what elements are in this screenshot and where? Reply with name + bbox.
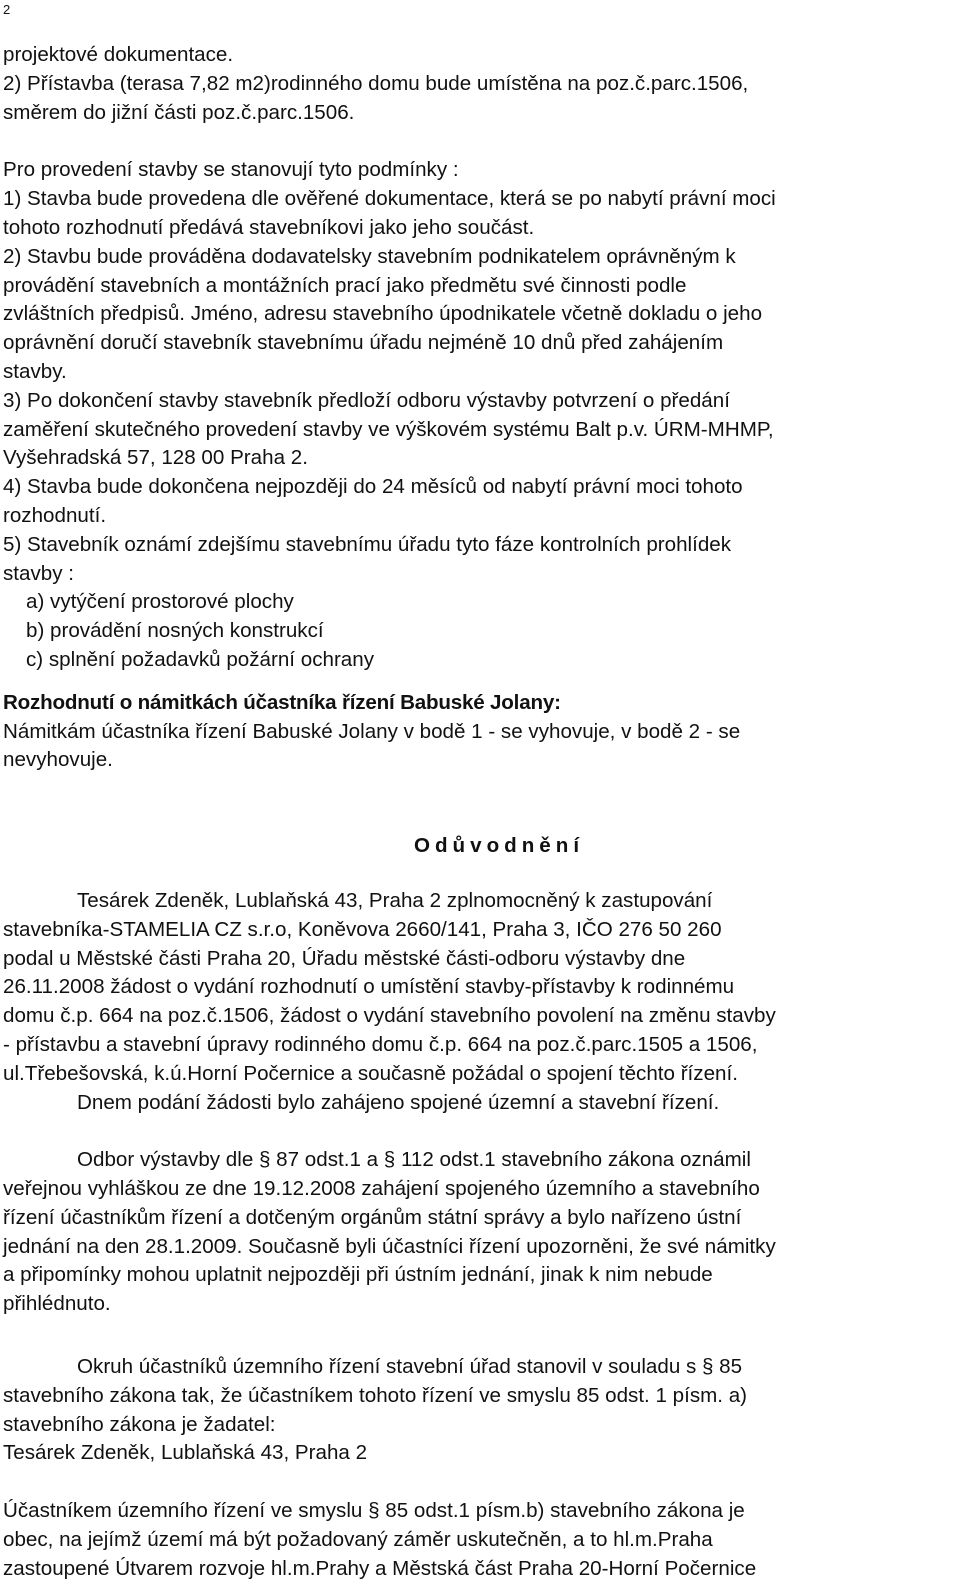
list-item: c) splnění požadavků požární ochrany xyxy=(26,647,375,671)
text-line: stavebníka-STAMELIA CZ s.r.o, Koněvova 2660/141, Praha 3, IČO 276 50 260 xyxy=(3,917,722,941)
text-line: směrem do jižní části poz.č.parc.1506. xyxy=(3,100,355,124)
text-line: Pro provedení stavby se stanovují tyto podmínky : xyxy=(3,158,459,182)
paragraph-5 xyxy=(3,1497,955,1583)
text-line: Vyšehradská 57, 128 00 Praha 2. xyxy=(3,446,308,470)
document-body xyxy=(3,41,955,1584)
text-line: 1) Stavba bude provedena dle ověřené dokumentace, která se po nabytí právní moci xyxy=(3,187,776,211)
text-line: oprávnění doručí stavebník stavebnímu úřadu nejméně 10 dnů před zahájením xyxy=(3,331,724,355)
paragraph-1 xyxy=(3,887,955,1089)
text-line: ul.Třebešovská, k.ú.Horní Počernice a současně požádal o spojení těchto řízení. xyxy=(3,1061,738,1085)
phases-list xyxy=(3,588,955,674)
text-line: Tesárek Zdeněk, Lublaňská 43, Praha 2 xyxy=(3,1441,368,1465)
text-line: jednání na den 28.1.2009. Současně byli účastníci řízení upozorněni, že své námitky xyxy=(3,1234,776,1258)
conditions-section xyxy=(3,156,955,588)
text-line: domu č.p. 664 na poz.č.1506, žádost o vydání stavebního povolení na změnu stavby xyxy=(3,1004,776,1028)
list-item: b) provádění nosných konstrukcí xyxy=(26,619,324,643)
text-line: stavebního zákona tak, že účastníkem tohoto řízení ve smyslu 85 odst. 1 písm. a) xyxy=(3,1383,748,1407)
text-line: 26.11.2008 žádost o vydání rozhodnutí o umístění stavby-přístavby k rodinnému xyxy=(3,975,735,999)
list-item: a) vytýčení prostorové plochy xyxy=(26,590,294,614)
text-line: rozhodnutí. xyxy=(3,503,107,527)
text-line: provádění stavebních a montážních prací jako předmětu své činnosti podle xyxy=(3,273,687,297)
text-line: zaměření skutečného provedení stavby ve výškovém systému Balt p.v. ÚRM-MHMP, xyxy=(3,417,774,441)
objection-section xyxy=(3,689,955,775)
text-line: Účastníkem územního řízení ve smyslu § 85 odst.1 písm.b) stavebního zákona je xyxy=(3,1499,745,1523)
text-line: stavebního zákona je žadatel: xyxy=(3,1412,276,1436)
reasoning-heading: Odůvodnění xyxy=(413,834,585,858)
paragraph-2 xyxy=(3,1089,955,1118)
text-line: stavby. xyxy=(3,359,67,383)
text-line: přihlédnuto. xyxy=(3,1292,111,1316)
text-line: tohoto rozhodnutí předává stavebníkovi jako jeho součást. xyxy=(3,215,535,239)
text-line: Tesárek Zdeněk, Lublaňská 43, Praha 2 zplnomocněný k zastupování xyxy=(77,888,713,912)
text-line: 5) Stavebník oznámí zdejšímu stavebnímu úřadu tyto fáze kontrolních prohlídek xyxy=(3,532,732,556)
text-line: 4) Stavba bude dokončena nejpozději do 24 měsíců od nabytí právní moci tohoto xyxy=(3,475,743,499)
text-line: Okruh účastníků územního řízení stavební úřad stanovil v souladu s § 85 xyxy=(77,1355,743,1379)
text-line: nevyhovuje. xyxy=(3,748,113,772)
text-line: a připomínky mohou uplatnit nejpozději při ústním jednání, jinak k nim nebude xyxy=(3,1263,713,1287)
text-line: řízení účastníkům řízení a dotčeným orgánům státní správy a bylo nařízeno ústní xyxy=(3,1205,742,1229)
text-line: Dnem podání žádosti bylo zahájeno spojené územní a stavební řízení. xyxy=(77,1090,720,1114)
paragraph-4 xyxy=(3,1353,955,1468)
text-line: - přístavbu a stavební úpravy rodinného domu č.p. 664 na poz.č.parc.1505 a 1506, xyxy=(3,1032,758,1056)
text-line: projektové dokumentace. xyxy=(3,43,234,66)
paragraph-3 xyxy=(3,1146,955,1319)
text-line: Námitkám účastníka řízení Babuské Jolany v bodě 1 - se vyhovuje, v bodě 2 - se xyxy=(3,719,741,743)
text-line: 2) Stavbu bude prováděna dodavatelsky stavebním podnikatelem oprávněným k xyxy=(3,244,736,268)
text-line: zvláštních předpisů. Jméno, adresu stavebního úpodnikatele včetně dokladu o jeho xyxy=(3,302,763,326)
text-line: podal u Městské části Praha 20, Úřadu městské části-odboru výstavby dne xyxy=(3,946,686,970)
text-line: zastoupené Útvarem rozvoje hl.m.Prahy a Městská část Praha 20-Horní Počernice xyxy=(3,1556,757,1580)
text-line: 2) Přístavba (terasa 7,82 m2)rodinného domu bude umístěna na poz.č.parc.1506, xyxy=(3,71,749,95)
page-number: 2 xyxy=(3,2,11,17)
text-line: Odbor výstavby dle § 87 odst.1 a § 112 odst.1 stavebního zákona oznámil xyxy=(77,1148,751,1172)
text-line: obec, na jejímž území má být požadovaný záměr uskutečněn, a to hl.m.Praha xyxy=(3,1528,713,1552)
objection-heading: Rozhodnutí o námitkách účastníka řízení Babuské Jolany: xyxy=(3,690,561,714)
text-line: veřejnou vyhláškou ze dne 19.12.2008 zahájení spojeného územního a stavebního xyxy=(3,1177,760,1201)
text-line: stavby : xyxy=(3,561,74,585)
intro-section xyxy=(3,41,955,127)
text-line: 3) Po dokončení stavby stavebník předloží odboru výstavby potvrzení o předání xyxy=(3,388,730,412)
